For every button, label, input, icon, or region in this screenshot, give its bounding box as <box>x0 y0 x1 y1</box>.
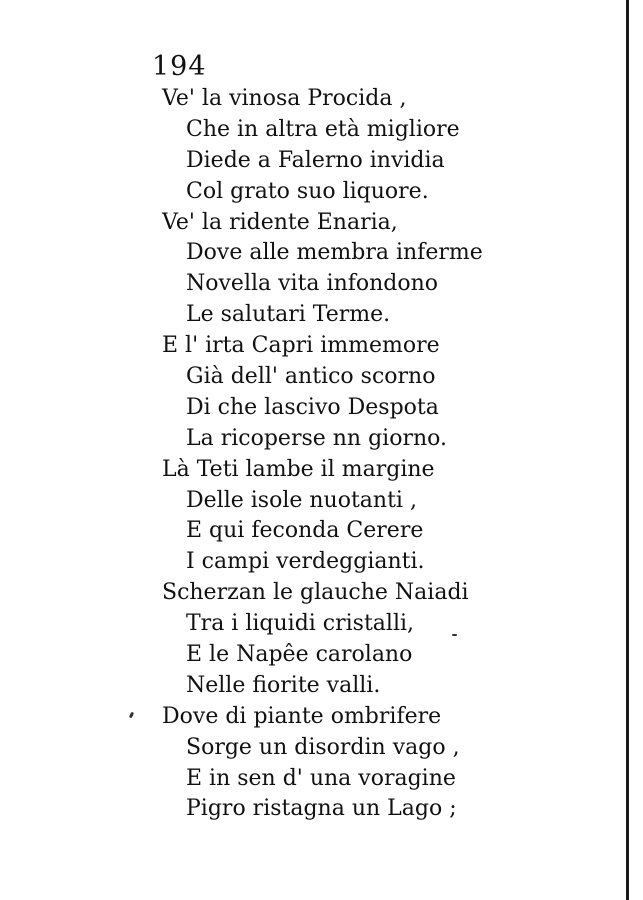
poem-line: Col grato suo liquore. <box>186 178 429 204</box>
poem-line: Scherzan le glauche Naiadi <box>162 580 469 606</box>
poem-line: Che in altra età migliore <box>186 116 460 142</box>
poem-line: Dove alle membra inferme <box>186 240 483 266</box>
poem-line: La ricoperse nn giorno. <box>186 425 447 451</box>
poem-line: I campi verdeggianti. <box>186 549 425 575</box>
poem-line: Ve' la vinosa Procida , <box>162 86 407 111</box>
page-edge-shadow <box>626 0 629 900</box>
poem-line: Diede a Falerno invidia <box>186 147 445 173</box>
poem-line: Ve' la ridente Enaria, <box>162 209 398 235</box>
poem-line: Novella vita infondono <box>186 271 439 297</box>
poem-line: Tra i liquidi cristalli, <box>186 611 415 637</box>
poem-line: Già dell' antico scorno <box>186 364 436 390</box>
poem-text <box>0 84 620 825</box>
poem-line: Pigro ristagna un Lago ; <box>186 796 457 822</box>
poem-line: Le salutari Terme. <box>186 302 391 328</box>
poem-line: E l' irta Capri immemore <box>162 333 440 359</box>
poem-line: Sorge un disordin vago , <box>186 734 460 760</box>
poem-line: Là Teti lambe il margine <box>162 456 435 482</box>
poem-line: E qui feconda Cerere <box>186 518 424 544</box>
poem-line: Delle isole nuotanti , <box>186 487 417 513</box>
poem-line: Nelle fiorite valli. <box>186 672 381 698</box>
poem-line: E in sen d' una voragine <box>186 765 456 791</box>
page-number: 194 <box>152 51 207 82</box>
ink-speck <box>452 634 457 636</box>
poem-line: Dove di piante ombrifere <box>162 703 442 729</box>
poem-line: E le Napêe carolano <box>186 642 413 668</box>
poem-line: Di che lascivo Despota <box>186 394 439 420</box>
